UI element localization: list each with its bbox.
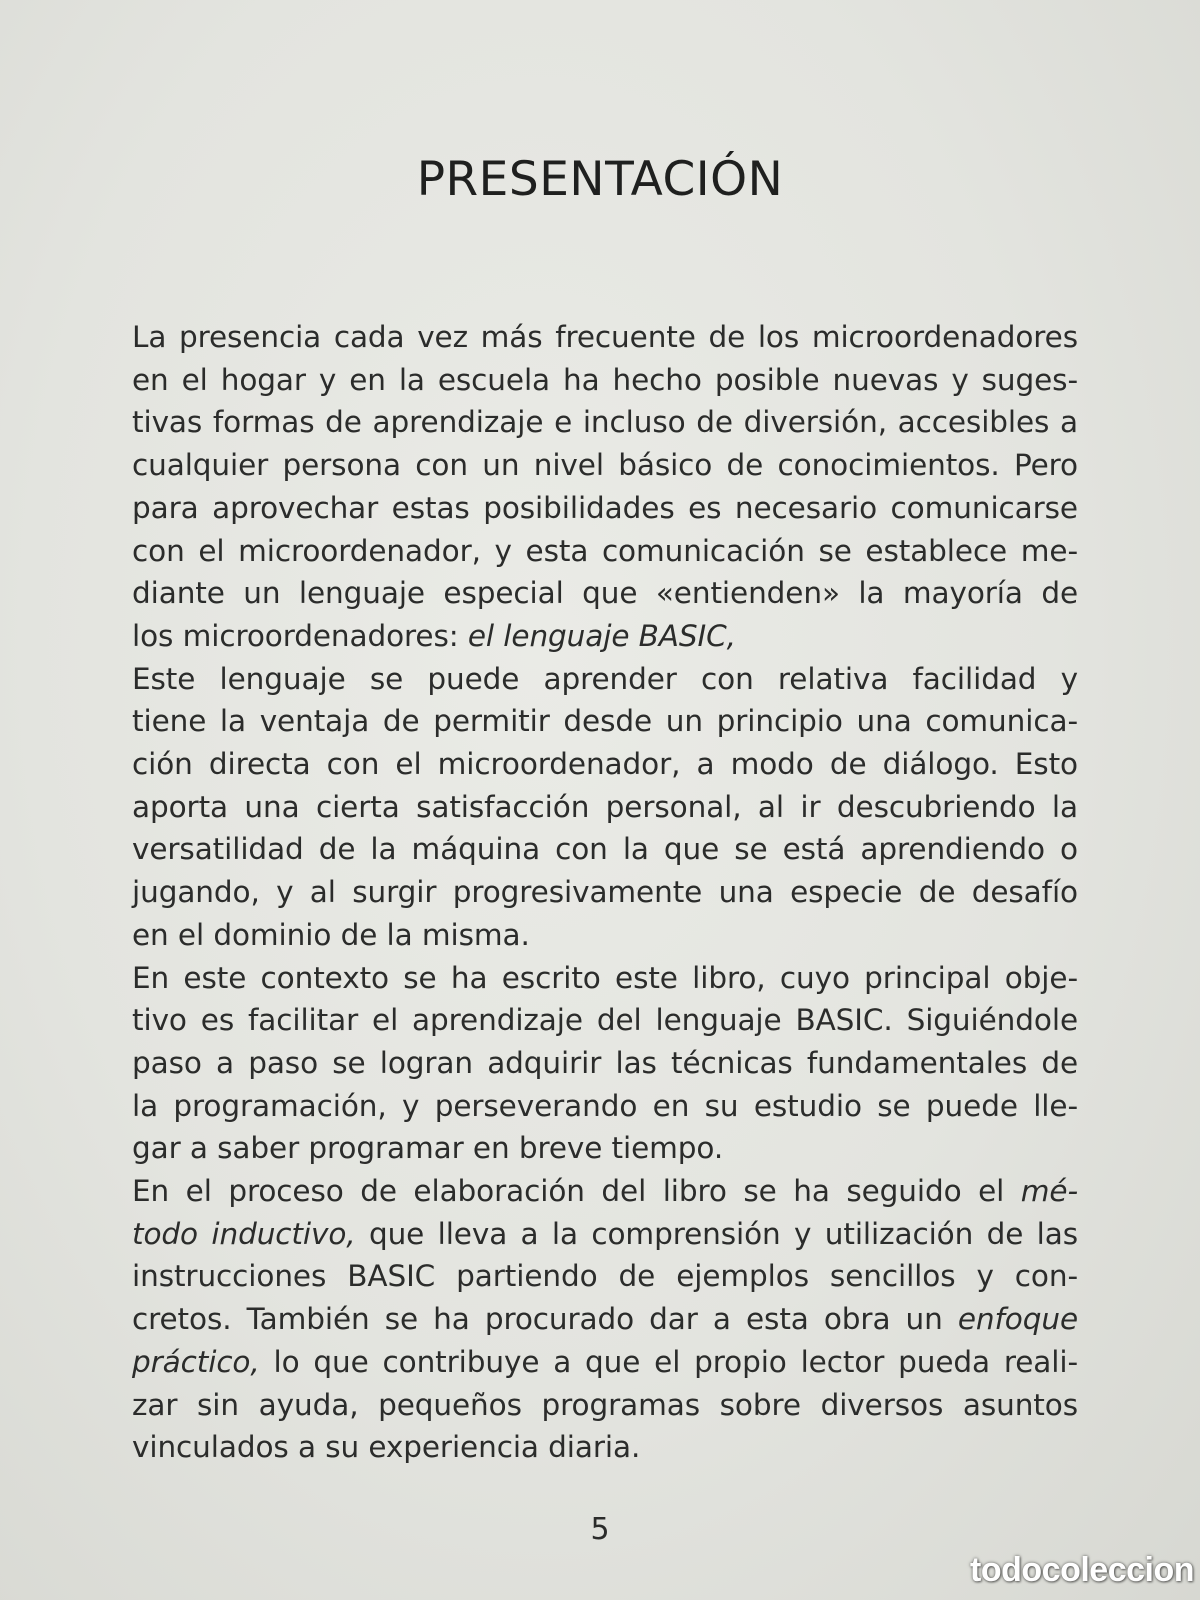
text-line <box>132 743 1078 786</box>
text-span: en el dominio de la misma. <box>132 917 530 952</box>
text-line <box>132 1213 1078 1256</box>
text-span: los microordenadores: <box>132 618 468 653</box>
text-span: ción directa con el microordenador, a modo de diálogo. Esto <box>132 747 1078 782</box>
text-line <box>132 1426 1078 1469</box>
page-number: 5 <box>590 1512 610 1547</box>
text-span: para aprovechar estas posibilidades es necesario comunicarse <box>132 490 1078 525</box>
text-line <box>132 1085 1078 1128</box>
text-line <box>132 1042 1078 1085</box>
text-line <box>132 914 1078 957</box>
text-line <box>132 615 1078 658</box>
text-line <box>132 999 1078 1042</box>
italic-span: mé- <box>1020 1174 1078 1209</box>
text-span: instrucciones BASIC partiendo de ejemplos sencillos y con- <box>132 1259 1078 1294</box>
text-line <box>132 1170 1078 1213</box>
text-line <box>132 1298 1078 1341</box>
text-line <box>132 316 1078 359</box>
italic-span: el lenguaje BASIC, <box>467 618 736 653</box>
text-span: que lleva a la comprensión y utilización de las <box>355 1216 1079 1251</box>
text-span: cualquier persona con un nivel básico de conocimientos. Pero <box>132 448 1078 483</box>
text-line <box>132 1255 1078 1298</box>
text-span: la programación, y perseverando en su estudio se puede lle- <box>132 1088 1078 1123</box>
text-line <box>132 786 1078 829</box>
italic-span: todo inductivo, <box>132 1216 356 1251</box>
watermark-logo: todocoleccion <box>970 1551 1194 1589</box>
text-line <box>132 658 1078 701</box>
text-line <box>132 572 1078 615</box>
text-line <box>132 957 1078 1000</box>
text-line <box>132 401 1078 444</box>
text-span: La presencia cada vez más frecuente de los microordenadores <box>132 320 1078 354</box>
text-line <box>132 530 1078 573</box>
text-span: vinculados a su experiencia diaria. <box>132 1430 641 1465</box>
text-line <box>132 871 1078 914</box>
text-span: diante un lenguaje especial que «entienden» la mayoría de <box>132 576 1078 611</box>
text-span: lo que contribuye a que el propio lector pueda reali- <box>259 1344 1078 1379</box>
body-text <box>132 316 1078 1469</box>
text-span: Este lenguaje se puede aprender con relativa facilidad y <box>132 661 1078 696</box>
text-line <box>132 1384 1078 1427</box>
text-span: tivo es facilitar el aprendizaje del lenguaje BASIC. Siguiéndole <box>132 1003 1078 1038</box>
text-line <box>132 359 1078 402</box>
text-line <box>132 1127 1078 1170</box>
text-line <box>132 828 1078 871</box>
text-line <box>132 1341 1078 1384</box>
text-span: aporta una cierta satisfacción personal, al ir descubriendo la <box>132 789 1078 824</box>
text-line <box>132 444 1078 487</box>
text-span: cretos. También se ha procurado dar a esta obra un <box>132 1302 958 1337</box>
text-span: En el proceso de elaboración del libro se ha seguido el <box>132 1174 1021 1209</box>
text-line <box>132 487 1078 530</box>
text-span: tivas formas de aprendizaje e incluso de diversión, accesibles a <box>132 405 1078 440</box>
text-span: En este contexto se ha escrito este libro, cuyo principal obje- <box>132 960 1078 995</box>
page-title: PRESENTACIÓN <box>416 152 784 207</box>
italic-span: enfoque <box>957 1302 1078 1337</box>
italic-span: práctico, <box>132 1344 260 1379</box>
text-span: tiene la ventaja de permitir desde un principio una comunica- <box>132 704 1078 739</box>
text-span: gar a saber programar en breve tiempo. <box>132 1131 724 1166</box>
text-line <box>132 700 1078 743</box>
text-span: con el microordenador, y esta comunicación se establece me- <box>132 533 1078 568</box>
text-span: en el hogar y en la escuela ha hecho posible nuevas y suges- <box>132 362 1078 397</box>
text-span: zar sin ayuda, pequeños programas sobre diversos asuntos <box>132 1387 1078 1422</box>
text-span: paso a paso se logran adquirir las técnicas fundamentales de <box>132 1045 1078 1080</box>
text-span: versatilidad de la máquina con la que se está aprendiendo o <box>132 832 1078 867</box>
text-span: jugando, y al surgir progresivamente una especie de desafío <box>132 875 1078 910</box>
